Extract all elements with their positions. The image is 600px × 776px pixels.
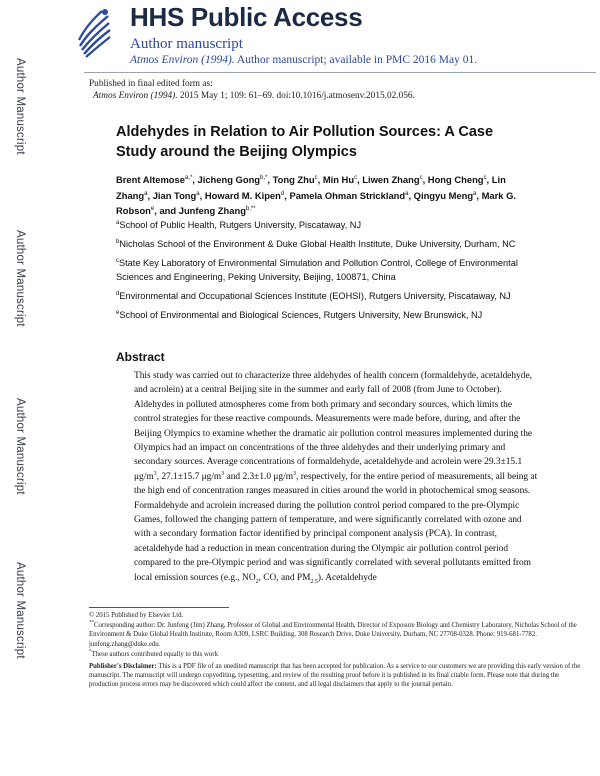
author-name: Junfeng Zhang <box>178 205 246 216</box>
author-affiliation-marker: a <box>144 190 148 197</box>
author-separator: , <box>284 189 290 201</box>
author-separator: , <box>422 174 428 185</box>
hhs-public-access-title: HHS Public Access <box>130 2 363 32</box>
hhs-logo-icon <box>76 6 112 58</box>
affiliation-item <box>116 218 546 232</box>
author-name: Hong Cheng <box>427 174 484 185</box>
author-affiliation-marker: a <box>405 190 409 197</box>
abstract-heading: Abstract <box>116 350 165 364</box>
affiliation-key: e <box>116 309 120 316</box>
author-list <box>116 172 536 219</box>
author-affiliation-marker: c <box>483 174 487 181</box>
citation-details: 2015 May 1; 109: 61–69. doi:10.1016/j.atmosenv.2015.02.056. <box>177 91 415 101</box>
publisher-disclaimer: Publisher's Disclaimer: This is a PDF file of an unedited manuscript that has been accepted for publication. As a service to our customers we are providing this early version of the manuscript. The manuscript will undergo copyediting, typesetting, and review of the resulting proof before it is published in its final citable form. Please note that during the production process errors may be discovered which could affect the content, and all legal disclaimers that apply to the journal pertain. <box>89 663 581 689</box>
side-label-author-manuscript: Author Manuscript <box>14 58 26 155</box>
author-affiliation-marker: d <box>280 190 285 197</box>
author-separator: , <box>199 189 205 201</box>
author-separator: , <box>476 189 482 201</box>
corresponding-author-note: **Corresponding author: Dr. Junfeng (Jim) Zhang, Professor of Global and Environmental Health, Director of Exposure Biology and Chemistry Laboratory, Nicholas School of the Environment & Duke Global Health Institute, Room A309, LSRC Building, 308 Research Drive, Duke University, Durham, NC 27708-0328. Phone: 919-681-7782. junfeng.zhang@duke.edu. <box>89 620 577 648</box>
abstract-body: This study was carried out to characterize three aldehydes of health concern (formaldehyde, acetaldehyde, and acrolein) at a central Beijing site in the summer and early fall of 2008 (from June to October). Aldehydes in polluted atmospheres come from both primary and secondary sources, which limits the control strategies for these reactive compounds. Measurements were made before, during, and after the Beijing Olympics to examine whether the dramatic air pollution control measures implemented during the Olympics had an impact on concentrations of the three aldehydes and their underlying primary and secondary sources. Average concentrations of formaldehyde, acetaldehyde and acrolein were 29.3±15.1 $\mu g/m^3$, 27.1±15.7 $\mu g/m^3$ and 2.3±1.0 $\mu g/m^3$, respectively, for the entire period of measurements, all being at the high end of concentration ranges measured in cities around the world in photochemical smog seasons. Formaldehyde and acrolein increased during the pollution control period compared to the pre-Olympic Games, followed the changing pattern of temperature, and were significantly correlated with ozone and with a secondary formation factor identified by principal component analysis (PCA). In contrast, acetaldehyde had a reduction in mean concentration during the Olympic air pollution control period compared to the pre-Olympic period and was significantly correlated with several pollutants emitted from local emission sources (e.g., $NO_2$, CO, and $PM_{2.5}$). Acetaldehyde <box>134 371 538 585</box>
author-name: Jicheng Gong <box>197 174 261 185</box>
author-affiliation-marker: a,* <box>184 174 193 181</box>
author-name: Qingyu Meng <box>413 189 474 201</box>
affiliation-key: d <box>116 290 120 297</box>
header-divider <box>84 72 596 73</box>
equal-contribution-note: *These authors contributed equally to this work <box>89 649 218 658</box>
author-name: Tong Zhu <box>272 174 315 185</box>
author-affiliation-marker: e <box>150 205 155 212</box>
affiliation-text: School of Environmental and Biological Sciences, Rutgers University, New Brunswick, NJ <box>119 310 483 320</box>
affiliation-text: State Key Laboratory of Environmental Simulation and Pollution Control, College of Environmental Sciences and Engineering, Peking University, Beijing, 100871, China <box>116 258 518 282</box>
publication-note <box>89 78 415 102</box>
copyright-note: © 2015 Published by Elsevier Ltd. <box>89 612 184 619</box>
affiliation-text: Environmental and Occupational Sciences Institute (EOHSI), Rutgers University, Piscataway, NJ <box>119 291 511 301</box>
author-separator: , and <box>154 205 179 216</box>
author-separator: , <box>192 174 198 185</box>
affiliation-item <box>116 256 546 284</box>
published-in-label: Published in final edited form as: <box>89 79 213 89</box>
author-affiliation-marker: c <box>354 174 358 181</box>
affiliation-text: School of Public Health, Rutgers University, Piscataway, NJ <box>119 220 362 230</box>
author-name: Jian Tong <box>152 189 197 201</box>
author-name: Pamela Ohman Strickland <box>289 189 406 201</box>
author-name: Mark G. Robson <box>116 189 516 216</box>
author-affiliation-marker: c <box>314 174 318 181</box>
footnote-divider <box>89 607 229 608</box>
affiliation-key: a <box>116 219 120 226</box>
author-separator: , <box>317 174 323 185</box>
author-affiliation-marker: b,** <box>245 205 256 212</box>
affiliation-key: c <box>116 257 119 264</box>
citation-journal: Atmos Environ (1994). <box>93 91 178 101</box>
side-label-author-manuscript: Author Manuscript <box>14 562 26 659</box>
footnotes <box>89 611 589 691</box>
author-affiliation-marker: b,* <box>260 174 268 181</box>
availability-text: Author manuscript; available in PMC 2016 May 01. <box>234 54 478 66</box>
author-name: Howard M. Kipen <box>204 189 281 201</box>
author-manuscript-subtitle: Author manuscript <box>130 36 243 52</box>
journal-name: Atmos Environ (1994). <box>130 54 235 66</box>
author-name: Brent Altemose <box>116 174 185 185</box>
author-name: Liwen Zhang <box>362 174 420 185</box>
affiliation-key: b <box>116 238 120 245</box>
author-name: Lin Zhang <box>116 174 506 201</box>
side-label-author-manuscript: Author Manuscript <box>14 398 26 495</box>
side-label-author-manuscript: Author Manuscript <box>14 230 26 327</box>
author-separator: , <box>267 174 273 185</box>
affiliation-list <box>116 218 546 327</box>
journal-availability-line <box>130 54 477 66</box>
author-separator: , <box>357 174 363 185</box>
author-name: Min Hu <box>322 174 355 185</box>
affiliation-text: Nicholas School of the Environment & Duke Global Health Institute, Duke University, Durham, NC <box>119 239 516 249</box>
paper-title: Aldehydes in Relation to Air Pollution Sources: A Case Study around the Beijing Olympics <box>116 124 494 160</box>
citation <box>89 90 415 102</box>
affiliation-item <box>116 289 546 303</box>
affiliation-item <box>116 308 546 322</box>
author-affiliation-marker: c <box>419 174 423 181</box>
author-affiliation-marker: a <box>473 190 477 197</box>
author-separator: , <box>408 189 414 201</box>
author-separator: , <box>147 189 153 201</box>
author-separator: , <box>486 174 492 185</box>
affiliation-item <box>116 237 546 251</box>
author-affiliation-marker: a <box>196 190 200 197</box>
